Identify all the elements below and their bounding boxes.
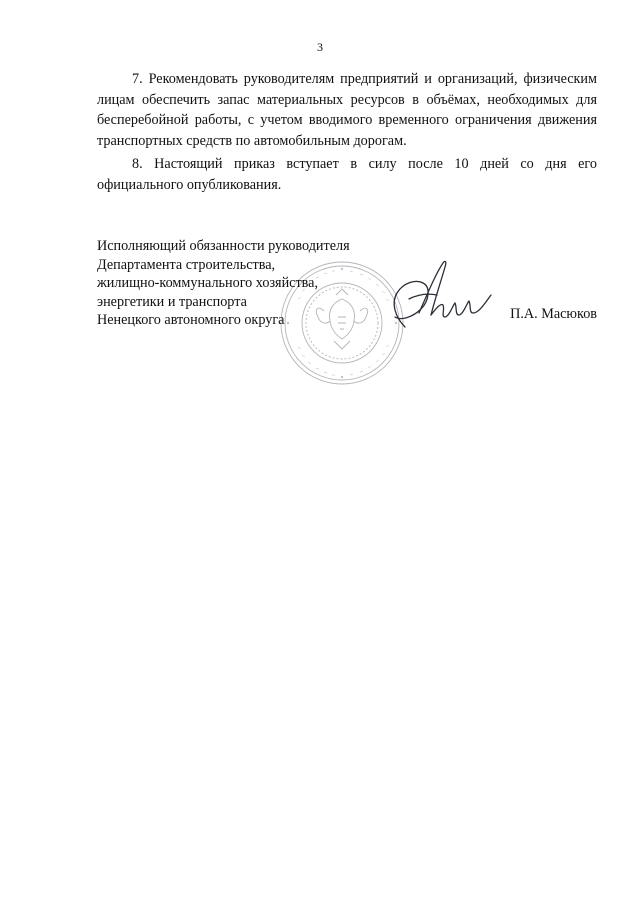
signature-block [97,237,597,397]
signatory-title [97,237,350,330]
signatory-title-line: энергетики и транспорта [97,293,247,310]
document-body [97,69,597,198]
handwritten-signature-icon [383,255,503,335]
signatory-title-line: Ненецкого автономного округа [97,312,285,328]
signatory-title-line: Департамента строительства, [97,256,276,273]
signatory-title-line: Исполняющий обязанности руководителя [97,238,350,254]
paragraph-item-7: 7. Рекомендовать руководителям предприятий и организаций, физическим лицам обеспечить запас материальных ресурсов в объёмах, необходимых для бесперебойной работы, с учетом вводимого временного ограничения движения транспортных средств по автомобильным дорогам. [97,71,597,149]
signatory-name: П.А. Масюков [510,306,597,322]
signatory-title-line: жилищно-коммунального хозяйства, [97,275,319,291]
page-number: 3 [317,40,323,54]
paragraph-item-8: 8. Настоящий приказ вступает в силу после 10 дней со дня его официального опубликования. [97,156,597,193]
